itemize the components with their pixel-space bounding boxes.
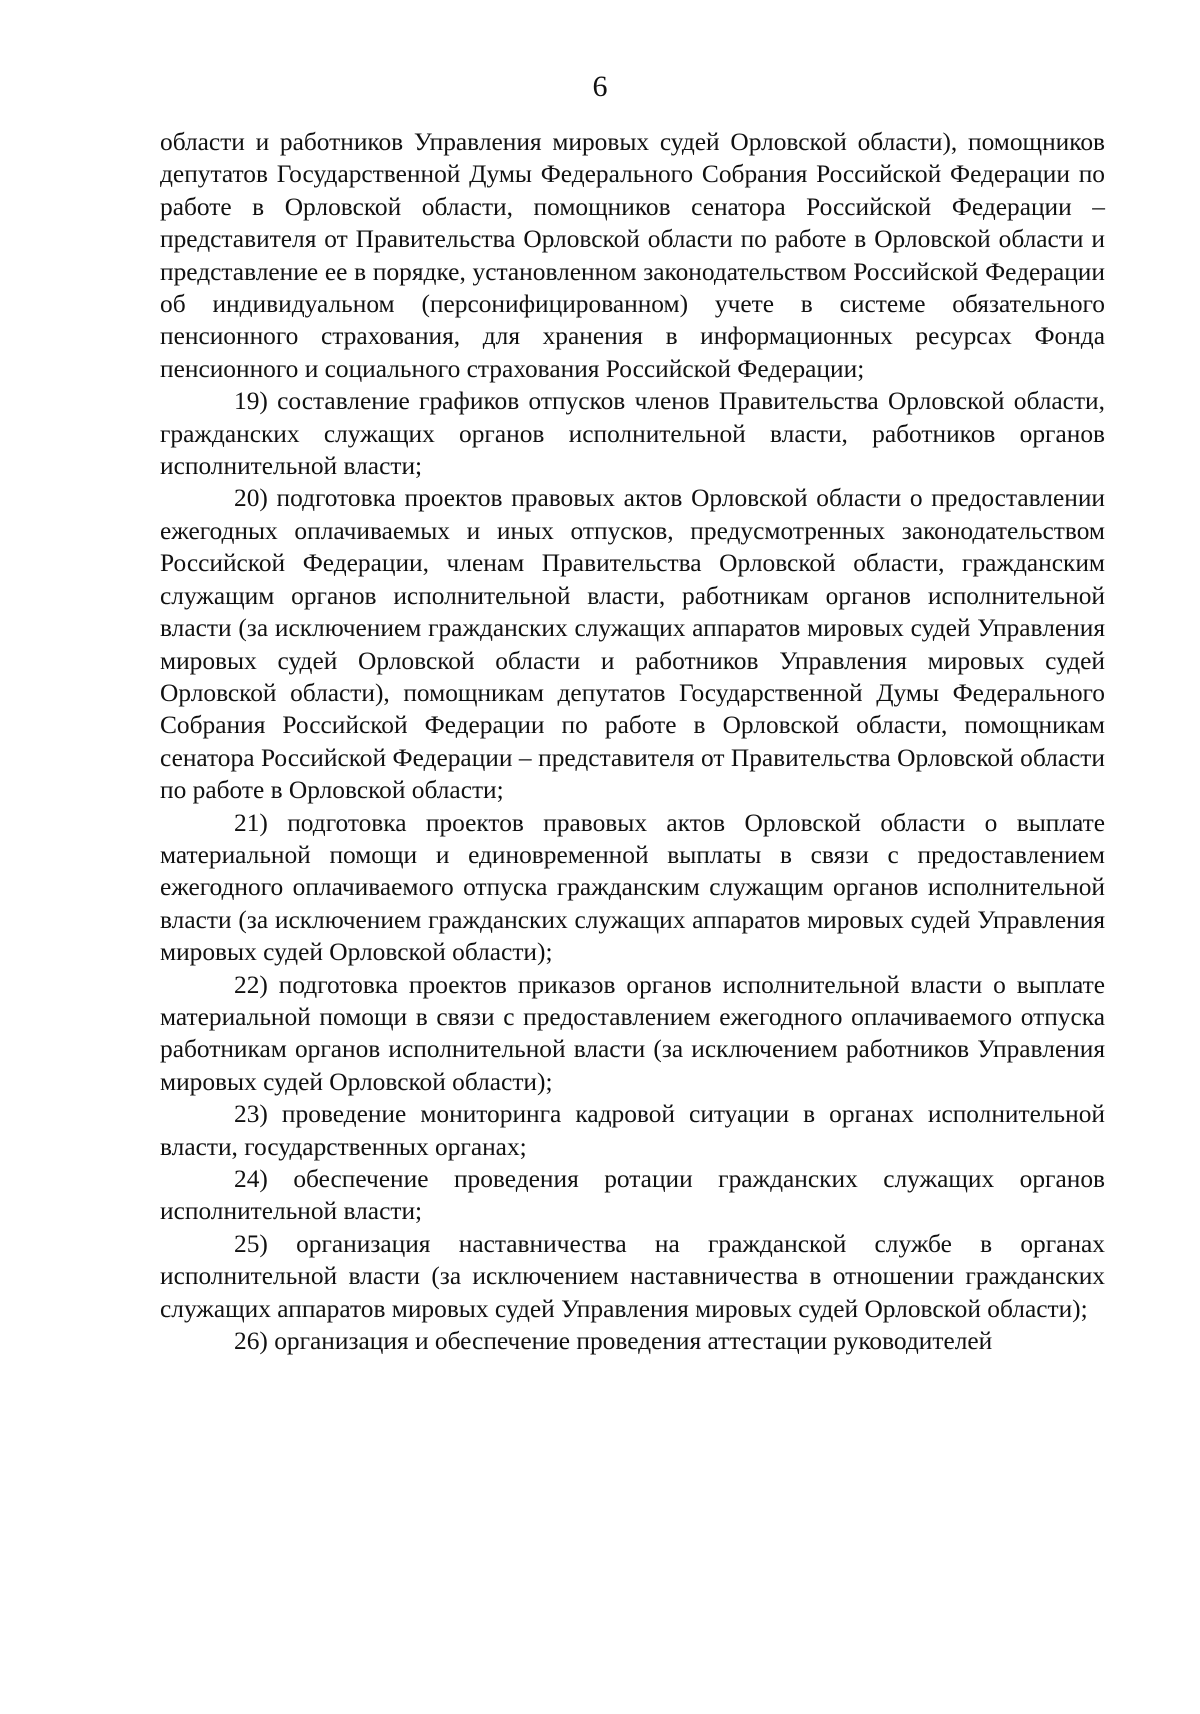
- list-item-19: 19) составление графиков отпусков членов Правительства Орловской области, гражданских служащих органов исполнительной власти, работников органов исполнительной власти;: [160, 387, 1105, 481]
- list-item-24: 24) обеспечение проведения ротации гражданских служащих органов исполнительной власти;: [160, 1165, 1105, 1226]
- list-item-21: 21) подготовка проектов правовых актов Орловской области о выплате материальной помощи и единовременной выплаты в связи с предоставлением ежегодного оплачиваемого отпуска гражданским служащим органов исполнительной власти (за исключением гражданских служащих аппаратов мировых судей Управления мировых судей Орловской области);: [160, 808, 1105, 967]
- list-item-26: 26) организация и обеспечение проведения аттестации руководителей: [234, 1327, 993, 1356]
- list-item-22: 22) подготовка проектов приказов органов исполнительной власти о выплате материальной помощи в связи с предоставлением ежегодного оплачиваемого отпуска работникам органов исполнительной власти (за исключением работников Управления мировых судей Орловской области);: [160, 970, 1105, 1096]
- continuation-paragraph: области и работников Управления мировых судей Орловской области), помощников депутатов Государственной Думы Федерального Собрания Российской Федерации по работе в Орловской области, помощников сенатора Российской Федерации – представителя от Правительства Орловской области по работе в Орловской области и представление ее в порядке, установленном законодательством Российской Федерации об индивидуальном (персонифицированном) учете в системе обязательного пенсионного страхования, для хранения в информационных ресурсах Фонда пенсионного и социального страхования Российской Федерации;: [160, 128, 1105, 383]
- document-body: [160, 126, 1105, 1357]
- list-item-23: 23) проведение мониторинга кадровой ситуации в органах исполнительной власти, государственных органах;: [160, 1100, 1105, 1161]
- page-number: 6: [592, 70, 608, 103]
- list-item-20: 20) подготовка проектов правовых актов Орловской области о предоставлении ежегодных оплачиваемых и иных отпусков, предусмотренных законодательством Российской Федерации, членам Правительства Орловской области, гражданским служащим органов исполнительной власти, работникам органов исполнительной власти (за исключением гражданских служащих аппаратов мировых судей Управления мировых судей Орловской области и работников Управления мировых судей Орловской области), помощникам депутатов Государственной Думы Федерального Собрания Российской Федерации по работе в Орловской области, помощникам сенатора Российской Федерации – представителя от Правительства Орловской области по работе в Орловской области;: [160, 484, 1105, 805]
- list-item-25: 25) организация наставничества на гражданской службе в органах исполнительной власти (за исключением наставничества в отношении гражданских служащих аппаратов мировых судей Управления мировых судей Орловской области);: [160, 1229, 1105, 1323]
